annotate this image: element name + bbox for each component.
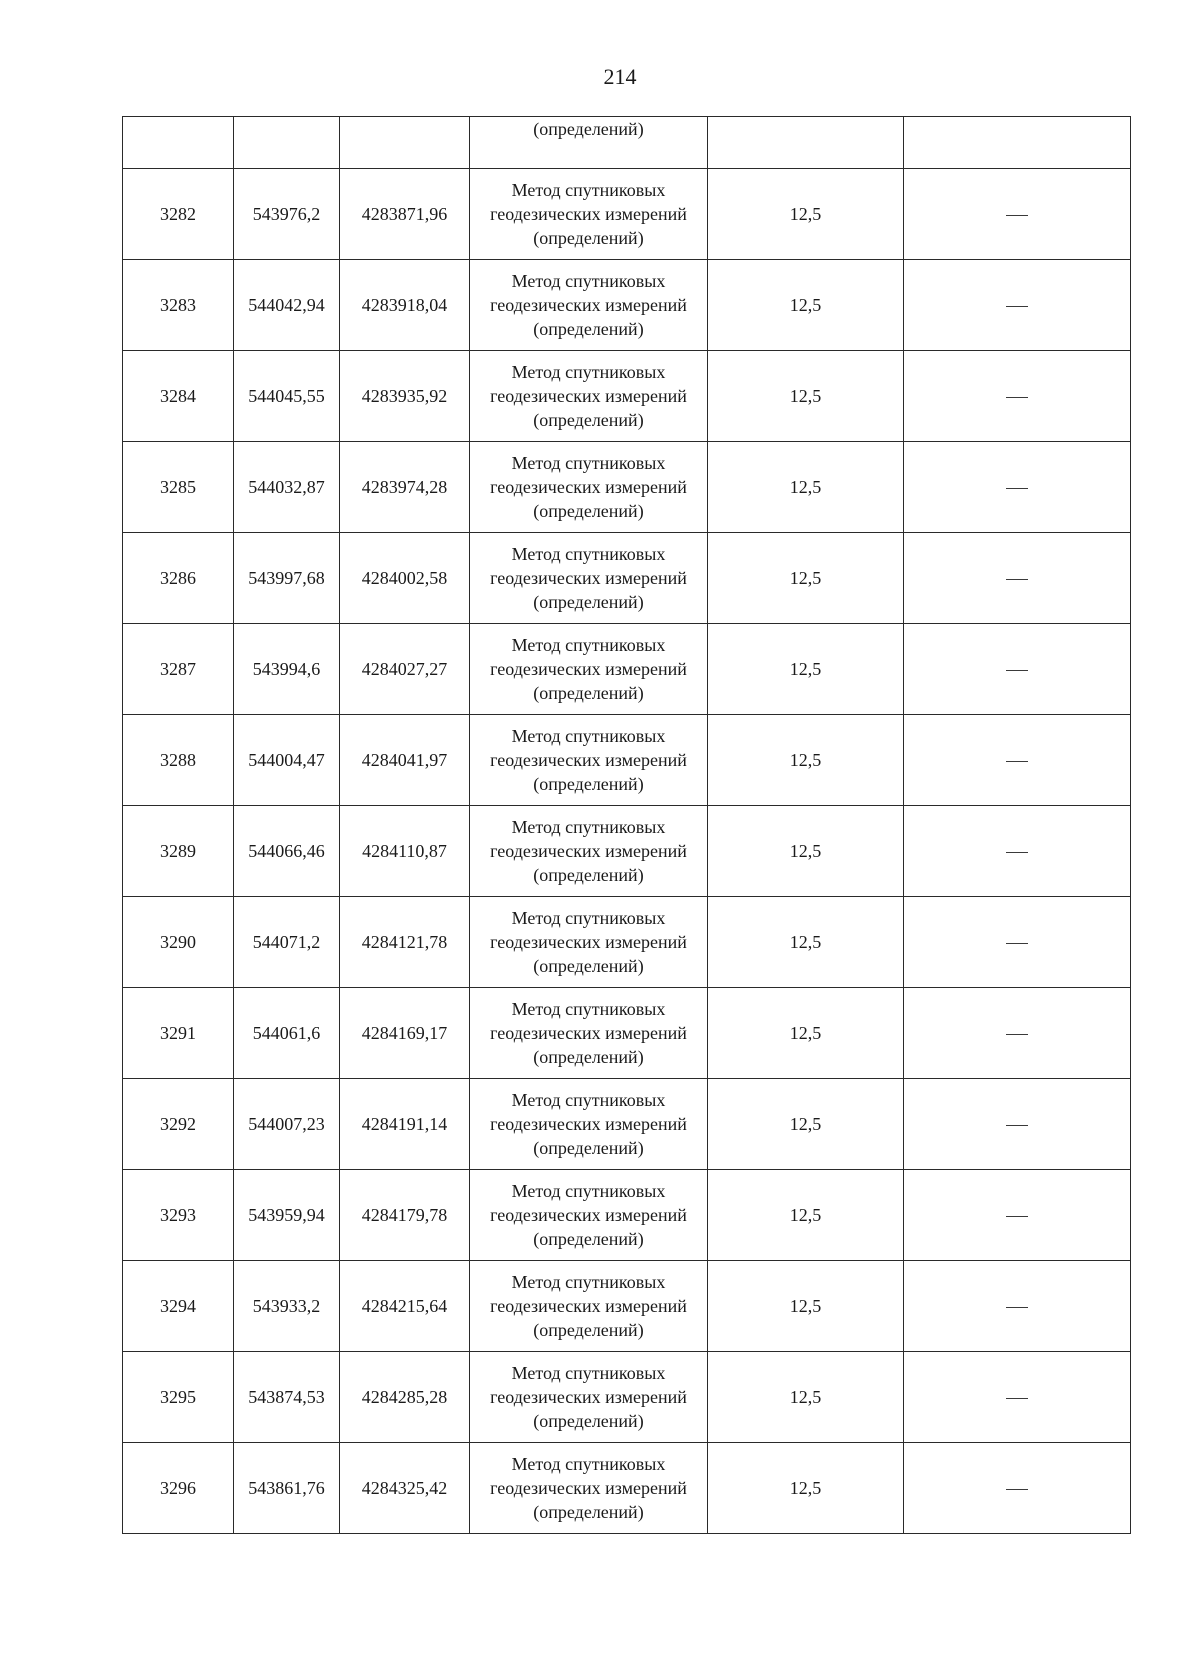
dash-mark xyxy=(1006,1489,1028,1490)
cell-description xyxy=(904,117,1131,169)
cell-x: 544061,6 xyxy=(234,988,340,1079)
continuation-row xyxy=(123,117,1131,169)
method-line: Метод спутниковых xyxy=(511,1363,666,1383)
dash-mark xyxy=(1006,579,1028,580)
method-line: геодезических измерений xyxy=(490,1205,687,1225)
method-line: Метод спутниковых xyxy=(511,271,666,291)
cell-x: 544071,2 xyxy=(234,897,340,988)
cell-y: 4284285,28 xyxy=(340,1352,470,1443)
cell-method xyxy=(470,1443,708,1534)
method-line: геодезических измерений xyxy=(490,568,687,588)
cell-method xyxy=(470,260,708,351)
dash-mark xyxy=(1006,306,1028,307)
table-row xyxy=(123,442,1131,533)
cell-y: 4284110,87 xyxy=(340,806,470,897)
description-text xyxy=(1028,1476,1029,1477)
method-line: (определений) xyxy=(533,319,644,339)
method-line: (определений) xyxy=(533,410,644,430)
cell-y: 4284325,42 xyxy=(340,1443,470,1534)
cell-x: 543874,53 xyxy=(234,1352,340,1443)
dash-mark xyxy=(1006,1307,1028,1308)
description-text xyxy=(1028,930,1029,931)
cell-accuracy: 12,5 xyxy=(708,988,904,1079)
cell-description xyxy=(904,988,1131,1079)
cell-accuracy: 12,5 xyxy=(708,897,904,988)
method-line: геодезических измерений xyxy=(490,1387,687,1407)
cell-point-number: 3292 xyxy=(123,1079,234,1170)
cell-x: 543933,2 xyxy=(234,1261,340,1352)
cell-description xyxy=(904,1079,1131,1170)
method-line: геодезических измерений xyxy=(490,1478,687,1498)
cell-point-number: 3296 xyxy=(123,1443,234,1534)
method-line: геодезических измерений xyxy=(490,659,687,679)
cell-y: 4283918,04 xyxy=(340,260,470,351)
method-line: Метод спутниковых xyxy=(511,362,666,382)
method-line: геодезических измерений xyxy=(490,1114,687,1134)
cell-point-number: 3295 xyxy=(123,1352,234,1443)
cell-description xyxy=(904,351,1131,442)
method-line: Метод спутниковых xyxy=(511,817,666,837)
cell-y xyxy=(340,117,470,169)
cell-description xyxy=(904,715,1131,806)
cell-point-number: 3285 xyxy=(123,442,234,533)
cell-y: 4283871,96 xyxy=(340,169,470,260)
method-line: (определений) xyxy=(533,228,644,248)
cell-y: 4283935,92 xyxy=(340,351,470,442)
cell-method xyxy=(470,806,708,897)
table-row xyxy=(123,169,1131,260)
dash-mark xyxy=(1006,1125,1028,1126)
cell-accuracy: 12,5 xyxy=(708,533,904,624)
cell-x: 543994,6 xyxy=(234,624,340,715)
table-row xyxy=(123,715,1131,806)
cell-point-number: 3290 xyxy=(123,897,234,988)
cell-y: 4284191,14 xyxy=(340,1079,470,1170)
cell-point-number: 3283 xyxy=(123,260,234,351)
method-line: (определений) xyxy=(533,683,644,703)
method-line: (определений) xyxy=(533,1229,644,1249)
cell-accuracy: 12,5 xyxy=(708,169,904,260)
cell-x xyxy=(234,117,340,169)
cell-accuracy: 12,5 xyxy=(708,260,904,351)
page-number: 214 xyxy=(603,64,637,89)
table-row xyxy=(123,1261,1131,1352)
method-line: геодезических измерений xyxy=(490,295,687,315)
cell-description xyxy=(904,533,1131,624)
cell-point-number: 3291 xyxy=(123,988,234,1079)
cell-accuracy: 12,5 xyxy=(708,806,904,897)
dash-mark xyxy=(1006,397,1028,398)
cell-accuracy: 12,5 xyxy=(708,1352,904,1443)
cell-y: 4284027,27 xyxy=(340,624,470,715)
table-row xyxy=(123,806,1131,897)
cell-point-number: 3287 xyxy=(123,624,234,715)
method-line: (определений) xyxy=(533,865,644,885)
description-text xyxy=(1028,384,1029,385)
dash-mark xyxy=(1006,488,1028,489)
cell-description xyxy=(904,1443,1131,1534)
cell-point-number: 3294 xyxy=(123,1261,234,1352)
cell-y: 4284169,17 xyxy=(340,988,470,1079)
cell-method xyxy=(470,1261,708,1352)
method-line: Метод спутниковых xyxy=(511,453,666,473)
method-line: Метод спутниковых xyxy=(511,180,666,200)
cell-point-number: 3282 xyxy=(123,169,234,260)
table-row xyxy=(123,624,1131,715)
method-line: Метод спутниковых xyxy=(511,999,666,1019)
description-text xyxy=(1028,202,1029,203)
table-row xyxy=(123,1352,1131,1443)
description-text xyxy=(1028,748,1029,749)
table-row xyxy=(123,533,1131,624)
cell-point-number: 3289 xyxy=(123,806,234,897)
cell-accuracy: 12,5 xyxy=(708,1170,904,1261)
method-line: геодезических измерений xyxy=(490,750,687,770)
method-line: геодезических измерений xyxy=(490,477,687,497)
method-line: геодезических измерений xyxy=(490,386,687,406)
table-row xyxy=(123,351,1131,442)
cell-description xyxy=(904,624,1131,715)
cell-x: 544045,55 xyxy=(234,351,340,442)
cell-x: 543959,94 xyxy=(234,1170,340,1261)
dash-mark xyxy=(1006,1216,1028,1217)
method-line: геодезических измерений xyxy=(490,841,687,861)
method-line: (определений) xyxy=(533,1320,644,1340)
method-line: геодезических измерений xyxy=(490,1296,687,1316)
cell-description xyxy=(904,260,1131,351)
cell-x: 543861,76 xyxy=(234,1443,340,1534)
method-line: (определений) xyxy=(533,956,644,976)
description-text xyxy=(1028,475,1029,476)
table-row xyxy=(123,1079,1131,1170)
cell-x: 544032,87 xyxy=(234,442,340,533)
coordinates-table xyxy=(122,116,1131,1534)
cell-y: 4284179,78 xyxy=(340,1170,470,1261)
method-line: Метод спутниковых xyxy=(511,1454,666,1474)
cell-y: 4284121,78 xyxy=(340,897,470,988)
cell-x: 544007,23 xyxy=(234,1079,340,1170)
dash-mark xyxy=(1006,761,1028,762)
method-line: (определений) xyxy=(533,592,644,612)
method-line: геодезических измерений xyxy=(490,932,687,952)
cell-description xyxy=(904,1261,1131,1352)
cell-method: (определений) xyxy=(470,117,708,169)
method-line: (определений) xyxy=(533,1411,644,1431)
description-text xyxy=(1028,839,1029,840)
cell-method xyxy=(470,1079,708,1170)
description-text xyxy=(1028,1021,1029,1022)
description-text xyxy=(1028,293,1029,294)
method-line: геодезических измерений xyxy=(490,1023,687,1043)
cell-accuracy: 12,5 xyxy=(708,1079,904,1170)
cell-point-number: 3284 xyxy=(123,351,234,442)
method-line: (определений) xyxy=(533,501,644,521)
table-row xyxy=(123,260,1131,351)
dash-mark xyxy=(1006,670,1028,671)
cell-method xyxy=(470,1170,708,1261)
table-row xyxy=(123,1170,1131,1261)
cell-description xyxy=(904,806,1131,897)
cell-x: 544004,47 xyxy=(234,715,340,806)
method-line: (определений) xyxy=(533,1138,644,1158)
dash-mark xyxy=(1006,215,1028,216)
method-line: (определений) xyxy=(533,1047,644,1067)
cell-method xyxy=(470,624,708,715)
cell-y: 4284041,97 xyxy=(340,715,470,806)
table-body xyxy=(123,117,1131,1534)
cell-accuracy: 12,5 xyxy=(708,442,904,533)
cell-description xyxy=(904,1352,1131,1443)
cell-x: 543997,68 xyxy=(234,533,340,624)
cell-point-number: 3288 xyxy=(123,715,234,806)
cell-accuracy xyxy=(708,117,904,169)
cell-method xyxy=(470,351,708,442)
table-row xyxy=(123,988,1131,1079)
cell-method xyxy=(470,988,708,1079)
description-text xyxy=(1028,657,1029,658)
cell-y: 4284215,64 xyxy=(340,1261,470,1352)
dash-mark xyxy=(1006,1034,1028,1035)
description-text xyxy=(1028,1203,1029,1204)
cell-description xyxy=(904,1170,1131,1261)
cell-point-number: 3286 xyxy=(123,533,234,624)
dash-mark xyxy=(1006,852,1028,853)
cell-accuracy: 12,5 xyxy=(708,624,904,715)
cell-point-number xyxy=(123,117,234,169)
method-line: Метод спутниковых xyxy=(511,1181,666,1201)
cell-description xyxy=(904,169,1131,260)
method-line: Метод спутниковых xyxy=(511,726,666,746)
method-line: Метод спутниковых xyxy=(511,908,666,928)
cell-x: 544066,46 xyxy=(234,806,340,897)
cell-accuracy: 12,5 xyxy=(708,1261,904,1352)
method-line: геодезических измерений xyxy=(490,204,687,224)
cell-y: 4284002,58 xyxy=(340,533,470,624)
description-text xyxy=(1028,1112,1029,1113)
cell-accuracy: 12,5 xyxy=(708,351,904,442)
cell-point-number: 3293 xyxy=(123,1170,234,1261)
description-text xyxy=(1028,1385,1029,1386)
cell-x: 543976,2 xyxy=(234,169,340,260)
cell-description xyxy=(904,897,1131,988)
cell-accuracy: 12,5 xyxy=(708,715,904,806)
description-text xyxy=(1028,566,1029,567)
method-line: Метод спутниковых xyxy=(511,1272,666,1292)
cell-method xyxy=(470,442,708,533)
cell-method xyxy=(470,715,708,806)
method-line: Метод спутниковых xyxy=(511,1090,666,1110)
cell-y: 4283974,28 xyxy=(340,442,470,533)
method-line: (определений) xyxy=(533,1502,644,1522)
cell-description xyxy=(904,442,1131,533)
cell-x: 544042,94 xyxy=(234,260,340,351)
table-row xyxy=(123,897,1131,988)
cell-accuracy: 12,5 xyxy=(708,1443,904,1534)
cell-method xyxy=(470,1352,708,1443)
method-line: Метод спутниковых xyxy=(511,544,666,564)
cell-method xyxy=(470,897,708,988)
method-line: (определений) xyxy=(533,774,644,794)
cell-method xyxy=(470,533,708,624)
method-line: Метод спутниковых xyxy=(511,635,666,655)
table-row xyxy=(123,1443,1131,1534)
dash-mark xyxy=(1006,943,1028,944)
dash-mark xyxy=(1006,1398,1028,1399)
cell-method xyxy=(470,169,708,260)
description-text xyxy=(1028,1294,1029,1295)
